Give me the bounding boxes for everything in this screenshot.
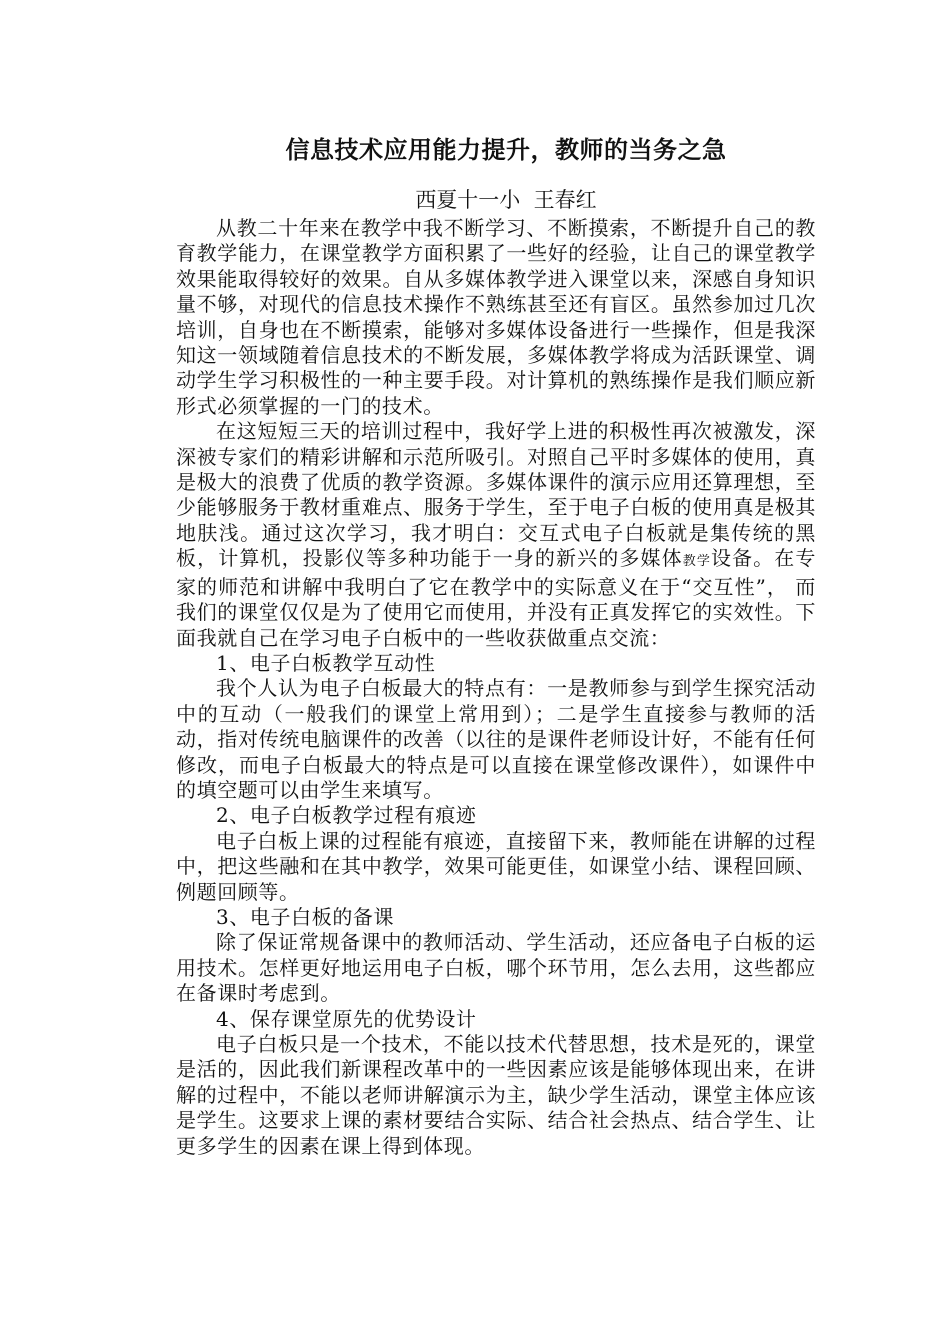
paragraph: 电子白板只是一个技术，不能以技术代替思想，技术是死的，课堂是活的，因此我们新课程改革中的一些因素应该是能够体现出来，在讲解的过程中，不能以老师讲解演示为主，缺少学生活动，课堂主体应该是学生。这要求上课的素材要结合实际、结合社会热点、结合学生、让更多学生的因素在课上得到体现。 [176,1032,816,1158]
paragraph-text: 设备。在专家的师范和讲解中我明白了它在教学中的实际意义在于“交互性”， 而我们的课堂仅仅是为了使用它而使用，并没有正真发挥它的实效性。下面我就自己在学习电子白板中的一些收获做重点交流： [176,546,817,650]
section-heading: 1、电子白板教学互动性 [216,650,436,675]
small-inline-text: 教学 [682,554,711,570]
document-title: 信息技术应用能力提升，教师的当务之急 [285,136,727,164]
section-heading: 3、电子白板的备课 [216,904,395,929]
paragraph: 除了保证常规备课中的教师活动、学生活动，还应备电子白板的运用技术。怎样更好地运用电子白板，哪个环节用，怎么去用，这些都应在备课时考虑到。 [176,930,816,1006]
paragraph: 电子白板上课的过程能有痕迹，直接留下来，教师能在讲解的过程中，把这些融和在其中教学，效果可能更佳，如课堂小结、课程回顾、例题回顾等。 [176,828,816,904]
paragraph: 我个人认为电子白板最大的特点有：一是教师参与到学生探究活动中的互动（一般我们的课堂上常用到）；二是学生直接参与教师的活动，指对传统电脑课件的改善（以往的是课件老师设计好，不能有任何修改，而电子白板最大的特点是可以直接在课堂修改课件），如课件中的填空题可以由学生来填写。 [176,676,816,802]
paragraph: 从教二十年来在教学中我不断学习、不断摸索，不断提升自己的教育教学能力，在课堂教学方面积累了一些好的经验，让自己的课堂教学效果能取得较好的效果。自从多媒体教学进入课堂以来，深感自身知识量不够，对现代的信息技术操作不熟练甚至还有盲区。虽然参加过几次培训，自身也在不断摸索，能够对多媒体设备进行一些操作，但是我深知这一领域随着信息技术的不断发展，多媒体教学将成为活跃课堂、调动学生学习积极性的一种主要手段。对计算机的熟练操作是我们顺应新形式必须掌握的一门的技术。 [176,216,816,418]
paragraph [176,419,816,651]
section-heading: 2、电子白板教学过程有痕迹 [216,803,477,828]
document-page [176,130,816,1159]
section-heading: 4、保存课堂原先的优势设计 [216,1006,477,1031]
author-line: 西夏十一小 王春红 [415,188,597,212]
paragraph-text: 在这短短三天的培训过程中，我好学上进的积极性再次被激发，深深被专家们的精彩讲解和示范所吸引。对照自己平时多媒体的使用，真是极大的浪费了优质的教学资源。多媒体课件的演示应用还算理想，至少能够服务于教材重难点、服务于学生，至于电子白板的使用真是极其地肤浅。通过这次学习，我才明白：交互式电子白板就是集传统的黑板，计算机，投影仪等多种功能于一身的新兴的多媒体 [176,419,816,571]
document-body [176,216,816,1159]
